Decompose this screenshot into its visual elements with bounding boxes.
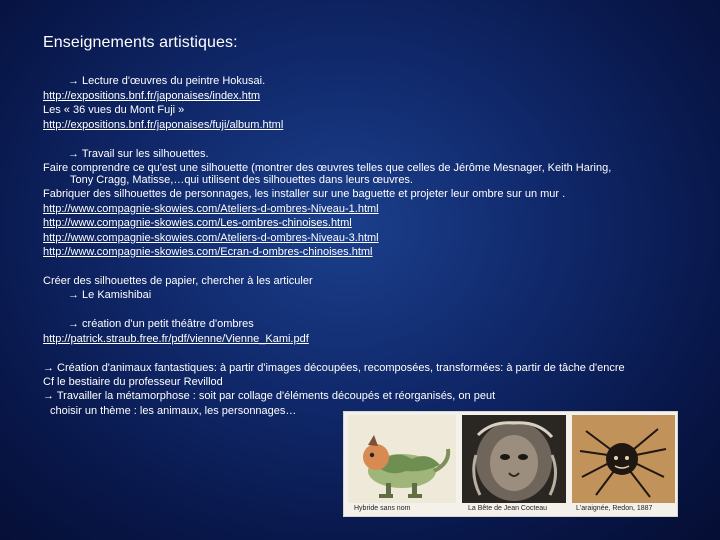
text-line-theatre: → création d'un petit théâtre d'ombres	[68, 318, 254, 330]
text-line-bestiaire: Cf le bestiaire du professeur Revillod	[43, 376, 223, 388]
text-line-artists: Tony Cragg, Matisse,…qui utilisent des silhouettes dans leurs œuvres.	[70, 174, 413, 186]
link-japonaises-index[interactable]: http://expositions.bnf.fr/japonaises/index.htm	[43, 90, 261, 102]
caption-bete-cocteau: La Bête de Jean Cocteau	[468, 505, 548, 512]
link-ombres-chinoises[interactable]: http://www.compagnie-skowies.com/Les-ombres-chinoises.html	[43, 217, 352, 229]
text-line-animaux: → Création d'animaux fantastiques: à partir d'images découpées, recomposées, transformées: à partir de tâche d'encre	[43, 362, 625, 374]
link-ateliers-niveau-1[interactable]: http://www.compagnie-skowies.com/Ateliers-d-ombres-Niveau-1.html	[43, 203, 379, 215]
text-line-creer: Créer des silhouettes de papier, chercher à les articuler	[43, 275, 313, 287]
spider-redon-image	[572, 415, 675, 503]
text-line-kamishibai: → Le Kamishibai	[68, 289, 152, 301]
text-line-silhouettes: → Travail sur les silhouettes.	[68, 148, 209, 160]
caption-araignee-redon: L'araignée, Redon, 1887	[576, 505, 653, 512]
text-line-theme: choisir un thème : les animaux, les personnages…	[50, 405, 297, 417]
text-line-hokusai: → Lecture d'œuvres du peintre Hokusai.	[68, 75, 266, 87]
link-vienne-kami[interactable]: http://patrick.straub.free.fr/pdf/vienne/Vienne_Kami.pdf	[43, 333, 309, 345]
beast-cocteau-image	[462, 415, 566, 503]
link-fuji-album[interactable]: http://expositions.bnf.fr/japonaises/fuji/album.html	[43, 119, 284, 131]
text-line-fuji: Les « 36 vues du Mont Fuji »	[43, 104, 185, 116]
text-line-comprendre: Faire comprendre ce qu'est une silhouette (montrer des œuvres telles que celles de Jérôme Mesnager, Keith Haring,	[43, 162, 612, 174]
hybrid-creature-image	[348, 415, 456, 503]
slide-title: Enseignements artistiques:	[43, 34, 238, 51]
caption-hybride: Hybride sans nom	[354, 505, 411, 512]
text-line-metamorphose: → Travailler la métamorphose : soit par collage d'éléments découpés et réorganisés, on peut	[43, 390, 496, 402]
images-panel	[343, 411, 678, 517]
link-ateliers-niveau-3[interactable]: http://www.compagnie-skowies.com/Ateliers-d-ombres-Niveau-3.html	[43, 232, 379, 244]
text-line-fabriquer: Fabriquer des silhouettes de personnages, les installer sur une baguette et projeter leur ombre sur un mur .	[43, 188, 566, 200]
link-ecran-ombres[interactable]: http://www.compagnie-skowies.com/Ecran-d-ombres-chinoises.html	[43, 246, 373, 258]
